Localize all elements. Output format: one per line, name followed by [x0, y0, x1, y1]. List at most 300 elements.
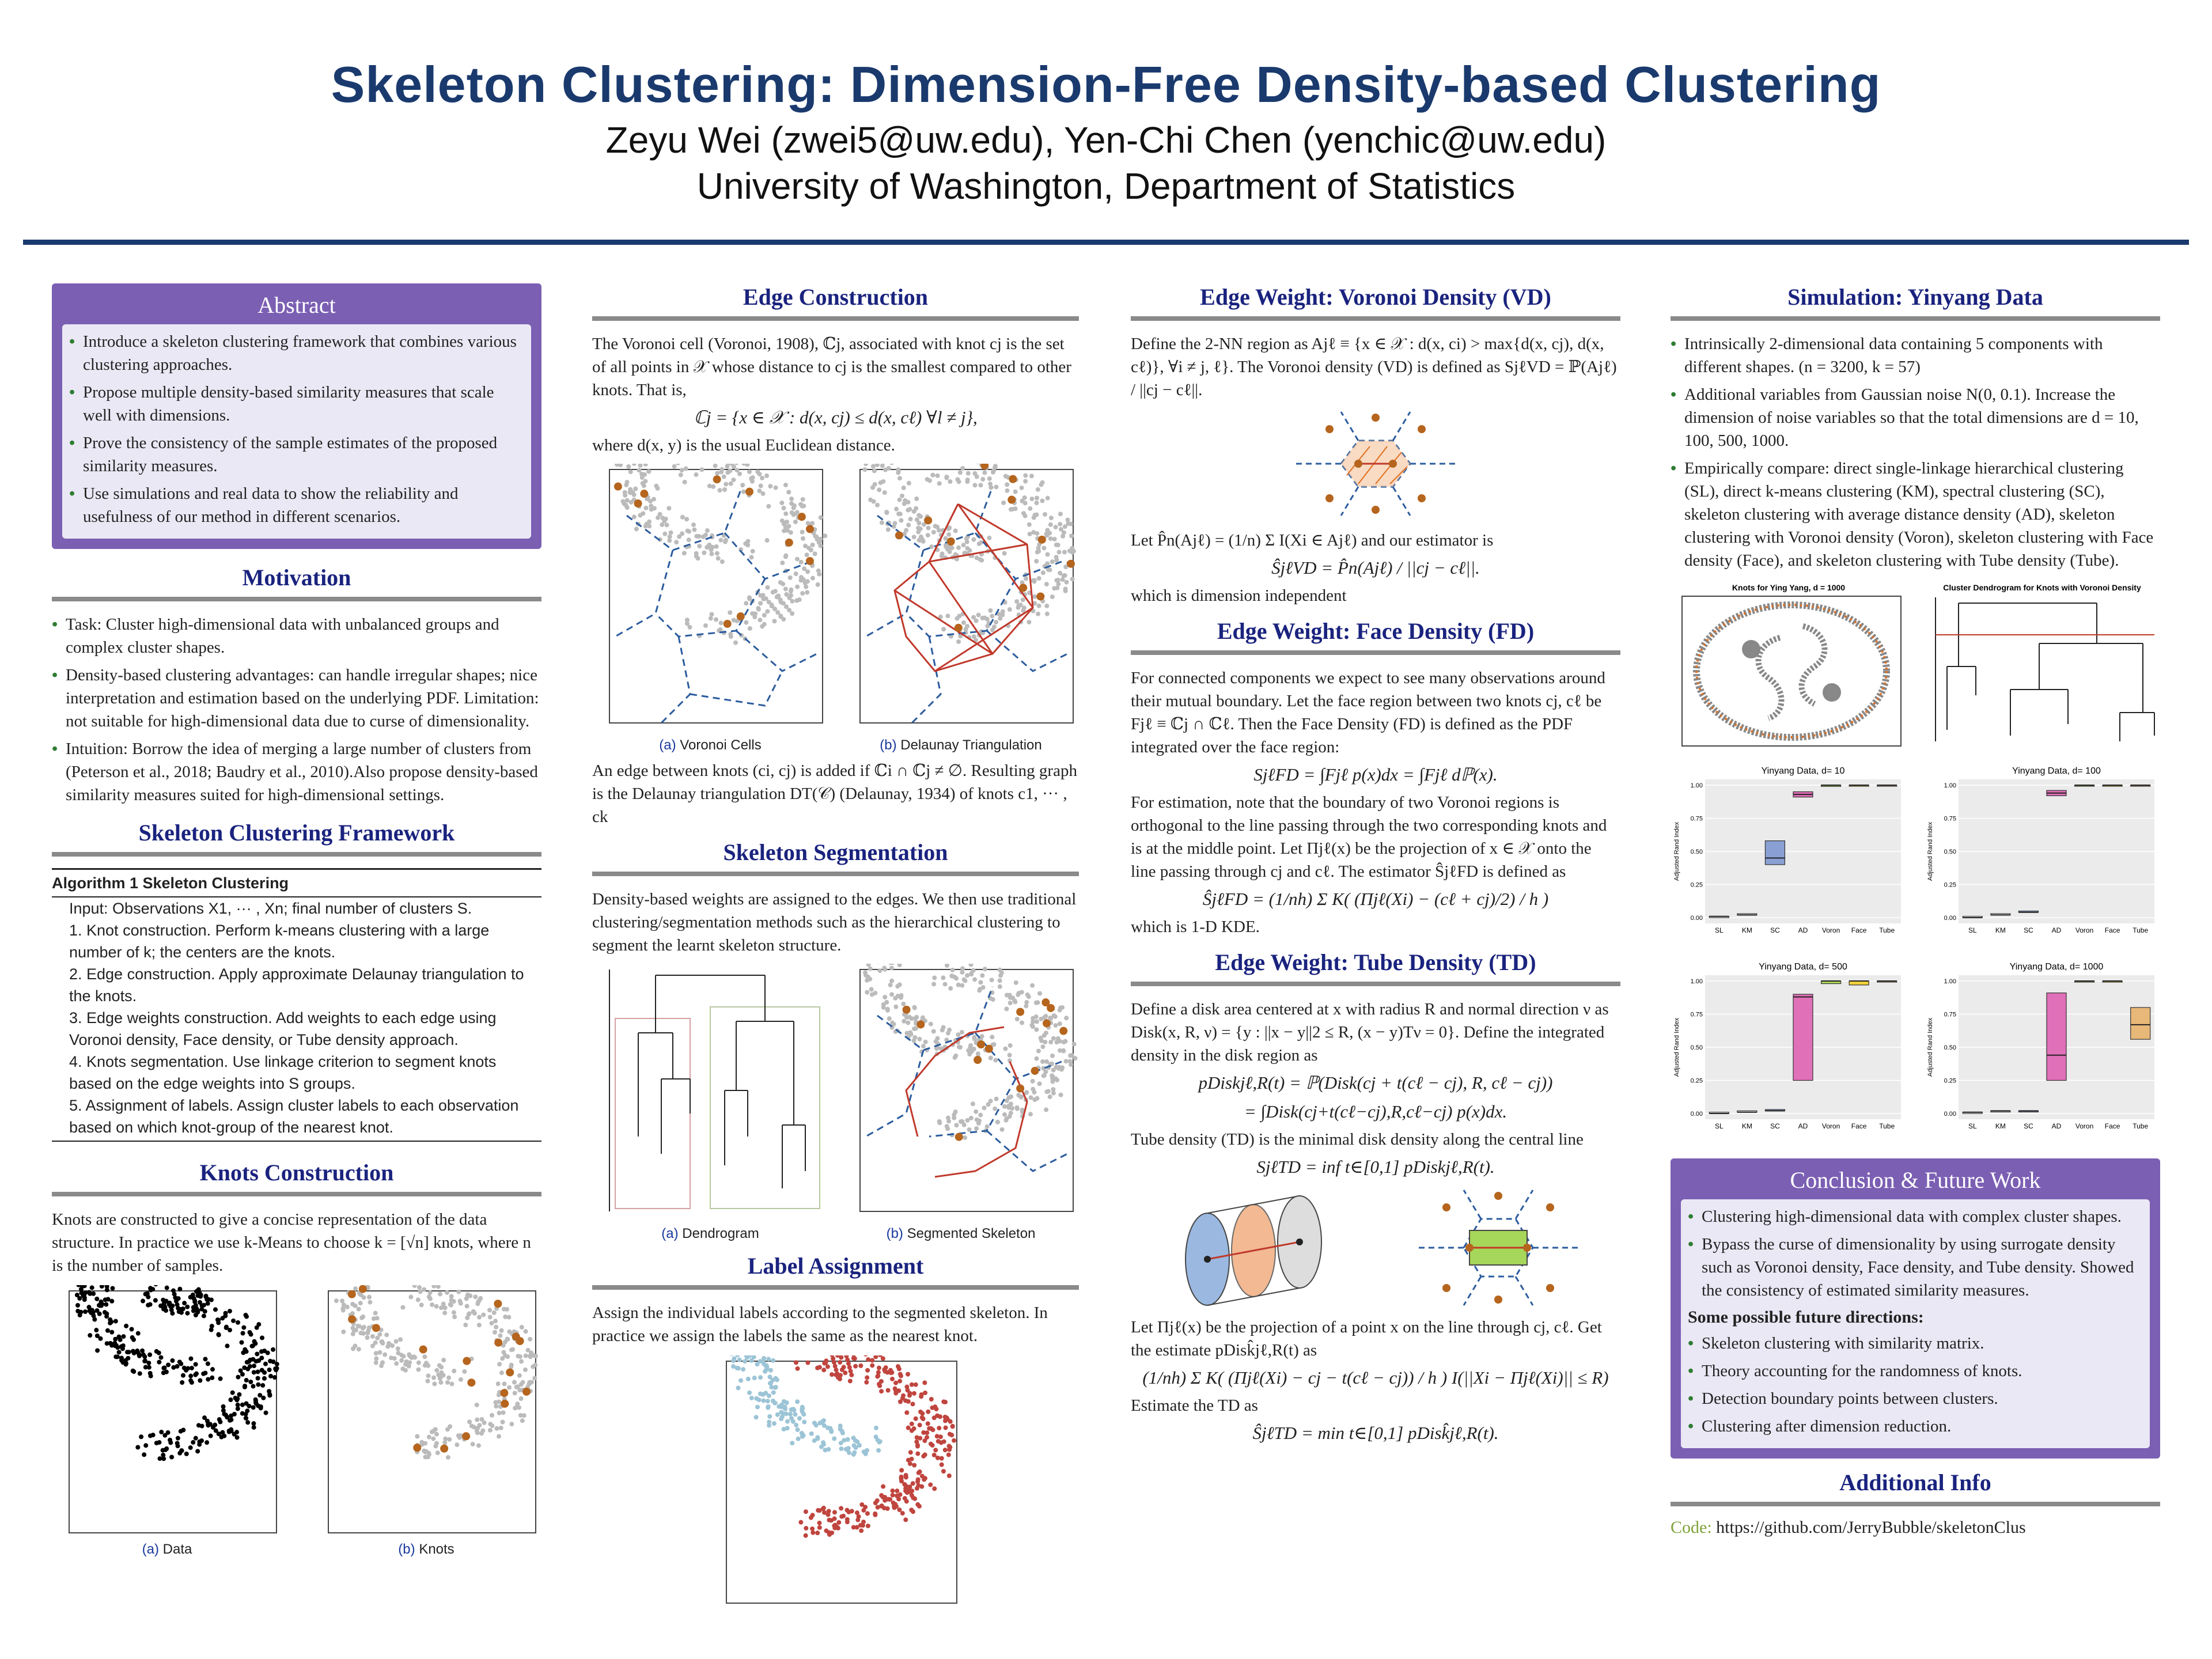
- fd-title: Edge Weight: Face Density (FD): [1131, 618, 1620, 655]
- scatter-point: [899, 518, 903, 522]
- scatter-point: [533, 1354, 538, 1358]
- scatter-point: [618, 464, 623, 467]
- scatter-point: [528, 1337, 532, 1342]
- scatter-point: [866, 1357, 870, 1362]
- scatter-point: [358, 1331, 363, 1335]
- scatter-point: [882, 490, 887, 495]
- scatter-point: [147, 1353, 152, 1357]
- boxplot-box: [1793, 994, 1813, 1081]
- scatter-point: [949, 974, 954, 978]
- scatter-point: [623, 493, 627, 498]
- scatter-point: [817, 1365, 821, 1370]
- scatter-point: [153, 1285, 158, 1286]
- future-item: • Theory accounting for the randomness of knots.: [1688, 1359, 2143, 1382]
- scatter-point: [614, 483, 622, 491]
- scatter-point: [1040, 1044, 1045, 1049]
- scatter-point: [903, 1517, 908, 1522]
- boxplot-ytick: 0.75: [1944, 1011, 1956, 1018]
- boxplot-ytick: 0.50: [1690, 849, 1703, 855]
- scatter-point: [1073, 1056, 1078, 1060]
- scatter-point: [791, 1408, 796, 1412]
- scatter-point: [1014, 980, 1018, 985]
- scatter-point: [885, 1506, 889, 1511]
- boxplot-box: [1849, 981, 1869, 985]
- scatter-point: [866, 964, 871, 967]
- scatter-point: [259, 1404, 263, 1409]
- boxplot-ytick: 1.00: [1944, 782, 1956, 789]
- scatter-point: [204, 1440, 209, 1445]
- boxplot-box: [1765, 841, 1785, 865]
- scatter-point: [795, 1427, 800, 1432]
- simulation-item: • Additional variables from Gaussian noise N(0, 0.1). Increase the dimension of noise variables so that the total dimensions are d = 10, 100, 500, 1000.: [1671, 383, 2160, 452]
- boxplot-category: Tube: [2133, 926, 2149, 934]
- scatter-point: [901, 1393, 906, 1398]
- boxplot-ytick: 0.00: [1690, 915, 1703, 922]
- scatter-point: [948, 550, 952, 554]
- scatter-point: [799, 1431, 804, 1435]
- boxplot-category: AD: [1798, 926, 1808, 934]
- scatter-point: [440, 1445, 448, 1453]
- scatter-point: [820, 1506, 825, 1511]
- scatter-point: [965, 973, 969, 978]
- scatter-point: [933, 1448, 938, 1452]
- scatter-point: [993, 1107, 997, 1111]
- scatter-point: [902, 1496, 907, 1501]
- boxplot-category: AD: [1798, 1122, 1808, 1130]
- scatter-point: [1035, 495, 1039, 500]
- scatter-point: [200, 1424, 204, 1429]
- scatter-point: [182, 1366, 187, 1370]
- scatter-point: [800, 504, 805, 509]
- scatter-point: [846, 1450, 851, 1455]
- scatter-point: [922, 1476, 927, 1480]
- knots-cap-a: Data: [162, 1541, 192, 1557]
- scatter-point: [472, 1311, 477, 1316]
- scatter-point: [843, 1370, 847, 1375]
- scatter-point: [990, 613, 994, 618]
- scatter-point: [1065, 518, 1070, 522]
- knots-cap-b: Knots: [419, 1541, 454, 1557]
- boxplot-category: KM: [1741, 1122, 1752, 1130]
- scatter-point: [764, 474, 769, 478]
- scatter-point: [1015, 1017, 1020, 1021]
- scatter-point: [946, 532, 951, 537]
- scatter-point: [367, 1295, 372, 1300]
- scatter-point: [856, 1514, 861, 1519]
- scatter-point: [914, 506, 918, 511]
- scatter-point: [960, 966, 965, 971]
- scatter-point: [206, 1377, 210, 1381]
- header-rule: [23, 240, 2189, 245]
- scatter-point: [947, 537, 955, 546]
- scatter-point: [1007, 496, 1016, 504]
- scatter-point: [750, 479, 755, 484]
- scatter-point: [738, 1378, 743, 1383]
- scatter-point: [505, 1336, 510, 1341]
- scatter-point: [176, 1436, 180, 1441]
- scatter-point: [130, 1335, 135, 1340]
- scatter-point: [817, 572, 821, 577]
- scatter-point: [424, 1361, 429, 1365]
- scatter-point: [463, 1323, 468, 1327]
- scatter-point: [903, 1006, 911, 1014]
- scatter-point: [851, 1443, 856, 1448]
- fd-formula-1: SjℓFD = ∫Fjℓ p(x)dx = ∫Fjℓ dℙ(x).: [1253, 764, 1498, 785]
- scatter-point: [334, 1298, 339, 1303]
- scatter-point: [1015, 1106, 1020, 1111]
- scatter-point: [252, 1370, 256, 1374]
- scatter-point: [805, 569, 810, 574]
- scatter-point: [953, 1109, 958, 1114]
- scatter-point: [872, 499, 876, 503]
- scatter-point: [877, 487, 881, 492]
- scatter-point: [1058, 512, 1063, 516]
- scatter-point: [1068, 1059, 1073, 1063]
- scatter-point: [708, 546, 713, 550]
- scatter-point: [718, 627, 723, 632]
- scatter-point: [213, 1307, 218, 1312]
- scatter-point: [880, 464, 885, 468]
- scatter-point: [131, 1369, 135, 1373]
- scatter-point: [975, 1118, 979, 1122]
- boxplot-ytick: 0.75: [1690, 815, 1703, 823]
- scatter-point: [235, 1396, 240, 1401]
- scatter-point: [490, 1413, 494, 1418]
- scatter-point: [477, 1315, 482, 1320]
- scatter-point: [506, 1315, 511, 1320]
- scatter-point: [1030, 983, 1035, 988]
- scatter-point: [715, 551, 719, 556]
- scatter-point: [877, 968, 882, 973]
- scatter-point: [161, 1366, 166, 1370]
- scatter-point: [903, 1398, 907, 1403]
- scatter-point: [1039, 1039, 1044, 1043]
- scatter-point: [937, 1120, 942, 1125]
- scatter-point: [1019, 584, 1027, 592]
- yinyang-knots-title: Knots for Ying Yang, d = 1000: [1732, 583, 1846, 592]
- scatter-point: [1024, 1000, 1029, 1005]
- scatter-point: [428, 1297, 433, 1301]
- scatter-point: [862, 467, 867, 472]
- scatter-point: [191, 1309, 196, 1313]
- scatter-point: [793, 520, 798, 524]
- scatter-point: [1021, 597, 1025, 602]
- data-scatter-figure: [52, 1285, 282, 1539]
- scatter-point: [359, 1316, 364, 1320]
- scatter-point: [449, 1303, 453, 1308]
- scatter-point: [813, 551, 817, 556]
- scatter-point: [413, 1444, 421, 1452]
- boxplot-category: AD: [2051, 1122, 2062, 1130]
- scatter-point: [202, 1313, 206, 1318]
- scatter-point: [719, 620, 724, 625]
- scatter-point: [1014, 599, 1019, 604]
- scatter-point: [932, 1486, 937, 1491]
- scatter-point: [768, 1368, 772, 1373]
- scatter-point: [794, 599, 799, 603]
- scatter-point: [931, 1453, 936, 1457]
- scatter-point: [1050, 1076, 1055, 1081]
- scatter-point: [895, 1494, 899, 1498]
- scatter-point: [913, 1382, 918, 1387]
- scatter-point: [800, 591, 805, 596]
- boxplot-ylabel: Adjusted Rand Index: [1927, 821, 1934, 881]
- scatter-point: [836, 1520, 841, 1525]
- scatter-point: [1037, 1081, 1042, 1086]
- scatter-point: [709, 616, 713, 620]
- scatter-point: [823, 1448, 827, 1452]
- scatter-point: [416, 1368, 421, 1372]
- scatter-point: [1009, 475, 1017, 483]
- scatter-point: [761, 1399, 766, 1403]
- scatter-point: [901, 1002, 906, 1006]
- scatter-point: [781, 506, 786, 510]
- scatter-point: [714, 618, 718, 622]
- edge-construction-text-1: The Voronoi cell (Voronoi, 1908), ℂj, associated with knot cj is the set of all points in 𝒳 whose distance to cj is the smallest compared to other knots. That is,: [592, 335, 1071, 399]
- scatter-point: [773, 1376, 778, 1381]
- scatter-point: [115, 1354, 120, 1359]
- scatter-point: [210, 1376, 214, 1380]
- label-assignment-figure: [709, 1355, 963, 1609]
- scatter-point: [974, 1056, 982, 1064]
- conclusion-box: [1671, 1158, 2160, 1459]
- scatter-point: [230, 1391, 235, 1395]
- scatter-point: [359, 1285, 367, 1293]
- scatter-point: [1067, 548, 1072, 553]
- scatter-point: [260, 1383, 265, 1388]
- scatter-point: [893, 1381, 898, 1385]
- scatter-point: [975, 555, 979, 560]
- boxplot-category: SC: [1770, 926, 1780, 934]
- scatter-point: [1041, 1074, 1046, 1078]
- scatter-point: [974, 1109, 978, 1114]
- scatter-point: [863, 1355, 868, 1357]
- scatter-point: [365, 1335, 370, 1340]
- scatter-point: [931, 982, 936, 986]
- scatter-point: [760, 476, 764, 480]
- scatter-point: [1020, 1021, 1024, 1025]
- scatter-point: [870, 992, 874, 997]
- scatter-point: [1051, 1091, 1056, 1096]
- td-formula-1b: = ∫Disk(cj+t(cℓ−cj),R,cℓ−cj) p(x)dx.: [1244, 1101, 1508, 1122]
- scatter-point: [793, 1360, 798, 1365]
- scatter-point: [1039, 482, 1043, 487]
- scatter-point: [944, 1415, 949, 1420]
- scatter-point: [91, 1291, 96, 1296]
- scatter-point: [915, 1502, 920, 1507]
- scatter-point: [841, 1365, 846, 1369]
- scatter-point: [988, 608, 993, 613]
- scatter-point: [1064, 1016, 1069, 1020]
- scatter-point: [476, 1443, 481, 1448]
- scatter-point: [880, 1356, 885, 1361]
- scatter-point: [965, 546, 969, 551]
- scatter-point: [506, 1368, 514, 1376]
- scatter-point: [1036, 592, 1044, 600]
- scatter-point: [834, 1373, 838, 1377]
- scatter-point: [885, 1388, 890, 1393]
- scatter-point: [388, 1342, 392, 1347]
- scatter-point: [488, 1422, 493, 1426]
- scatter-point: [876, 1370, 880, 1374]
- scatter-point: [262, 1349, 267, 1353]
- scatter-point: [1056, 582, 1060, 586]
- scatter-point: [638, 464, 642, 468]
- scatter-point: [916, 521, 921, 525]
- scatter-point: [865, 1524, 870, 1528]
- scatter-point: [893, 996, 897, 1001]
- scatter-point: [873, 1501, 877, 1505]
- scatter-point: [462, 1369, 467, 1374]
- scatter-point: [785, 1426, 789, 1430]
- scatter-point: [971, 537, 976, 542]
- scatter-point: [945, 964, 949, 968]
- scatter-point: [865, 990, 869, 995]
- scatter-point: [431, 1285, 436, 1289]
- scatter-point: [204, 1294, 209, 1298]
- scatter-point: [950, 968, 955, 972]
- scatter-point: [714, 544, 719, 549]
- scatter-point: [168, 1438, 172, 1442]
- scatter-point: [969, 1049, 974, 1054]
- scatter-point: [194, 1436, 198, 1441]
- scatter-point: [1035, 501, 1039, 505]
- scatter-point: [267, 1368, 272, 1372]
- edge-construction-text-3: An edge between knots (ci, cj) is added if ℂi ∩ ℂj ≠ ∅. Resulting graph is the Delaunay triangulation DT(𝒞) (Delaunay, 1934) of knots c1, ··· , ck: [592, 762, 1077, 826]
- scatter-point: [861, 1449, 866, 1454]
- scatter-point: [728, 632, 733, 637]
- scatter-point: [1032, 1090, 1036, 1094]
- scatter-point: [1054, 1065, 1058, 1070]
- scatter-point: [709, 552, 714, 556]
- vd-text-3: which is dimension independent: [1131, 586, 1347, 605]
- scatter-point: [718, 538, 723, 543]
- scatter-point: [1052, 537, 1057, 541]
- scatter-point: [434, 1368, 439, 1373]
- scatter-point: [878, 1504, 883, 1509]
- scatter-point: [1045, 612, 1050, 616]
- tube-region-diagram: [1412, 1184, 1585, 1311]
- scatter-point: [972, 1035, 976, 1040]
- scatter-point: [1029, 1095, 1033, 1100]
- scatter-point: [373, 1340, 378, 1345]
- scatter-point: [1028, 506, 1032, 511]
- scatter-point: [524, 1329, 528, 1334]
- scatter-point: [475, 1418, 479, 1422]
- ari-boxplot: [1671, 958, 1907, 1148]
- scatter-point: [832, 1522, 837, 1527]
- scatter-point: [770, 603, 774, 607]
- scatter-point: [1008, 1001, 1013, 1005]
- scatter-point: [499, 1426, 503, 1430]
- scatter-point: [933, 1404, 937, 1409]
- scatter-point: [765, 538, 770, 543]
- scatter-point: [762, 1356, 766, 1361]
- scatter-point: [147, 1365, 151, 1370]
- scatter-point: [767, 1420, 771, 1425]
- scatter-point: [918, 514, 923, 519]
- scatter-point: [998, 984, 1002, 989]
- column-4: [1671, 283, 2160, 1537]
- boxplot-category: Tube: [2133, 1122, 2149, 1130]
- scatter-point: [431, 1437, 435, 1441]
- scatter-point: [1064, 580, 1069, 585]
- scatter-point: [875, 464, 880, 467]
- scatter-point: [456, 1433, 461, 1438]
- boxplot-ytick: 0.25: [1690, 1077, 1703, 1085]
- scatter-point: [894, 1504, 899, 1509]
- scatter-point: [737, 1358, 741, 1362]
- scatter-point: [348, 1315, 356, 1323]
- code-link[interactable]: https://github.com/JerryBubble/skeletonClus: [1716, 1518, 2026, 1537]
- scatter-point: [806, 557, 814, 565]
- scatter-point: [1036, 1049, 1041, 1054]
- scatter-point: [512, 1332, 520, 1340]
- scatter-point: [241, 1325, 246, 1330]
- scatter-point: [497, 1411, 502, 1415]
- scatter-point: [667, 538, 672, 543]
- boxplot-category: SL: [1968, 926, 1977, 934]
- scatter-point: [419, 1302, 424, 1307]
- scatter-point: [784, 1400, 789, 1405]
- scatter-point: [380, 1360, 385, 1365]
- boxplot-ytick: 0.75: [1944, 815, 1956, 823]
- scatter-point: [915, 1444, 919, 1449]
- scatter-point: [702, 551, 706, 555]
- boxplot-title: Yinyang Data, d= 100: [2012, 766, 2101, 776]
- scatter-point: [252, 1425, 256, 1430]
- td-text-2: Tube density (TD) is the minimal disk density along the central line: [1131, 1130, 1584, 1149]
- scatter-point: [789, 530, 793, 535]
- scatter-point: [143, 1443, 148, 1448]
- scatter-point: [1035, 1000, 1040, 1005]
- scatter-point: [755, 1405, 760, 1410]
- scatter-point: [480, 1429, 485, 1433]
- scatter-point: [1040, 498, 1044, 503]
- scatter-point: [744, 601, 748, 605]
- scatter-point: [781, 1411, 785, 1416]
- label-assignment-text: Assign the individual labels according to the segmented skeleton. In practice we assign the labels the same as the nearest knot.: [592, 1304, 1048, 1345]
- scatter-point: [888, 1368, 893, 1373]
- scatter-point: [417, 1285, 422, 1290]
- scatter-point: [1044, 582, 1049, 586]
- scatter-point: [909, 1508, 914, 1512]
- scatter-point: [753, 612, 757, 616]
- boxplot-category: SC: [1770, 1122, 1780, 1130]
- scatter-point: [865, 1368, 870, 1373]
- scatter-point: [248, 1330, 252, 1335]
- scatter-point: [389, 1355, 393, 1360]
- scatter-point: [467, 1419, 472, 1424]
- scatter-point: [948, 986, 953, 991]
- scatter-point: [374, 1351, 378, 1355]
- abstract-item: • Use simulations and real data to show the reliability and usefulness of our method in different scenarios.: [69, 482, 524, 528]
- scatter-point: [931, 530, 936, 535]
- scatter-point: [251, 1357, 255, 1362]
- scatter-point: [372, 1324, 380, 1332]
- scatter-point: [1020, 499, 1024, 503]
- scatter-point: [185, 1311, 190, 1316]
- scatter-point: [500, 1389, 508, 1397]
- scatter-point: [765, 1399, 770, 1403]
- scatter-point: [994, 620, 998, 624]
- scatter-point: [456, 1290, 461, 1294]
- scatter-point: [1043, 1019, 1051, 1027]
- scatter-point: [863, 1505, 868, 1509]
- td-text-1: Define a disk area centered at x with radius R and normal direction ν as Disk(x, R, ν) = {y : ||x − y||2 ≤ R, (x − y)Tν = 0}. Define the integrated density in the disk region as: [1131, 1000, 1609, 1065]
- scatter-point: [804, 1526, 808, 1531]
- scatter-point: [475, 1426, 480, 1430]
